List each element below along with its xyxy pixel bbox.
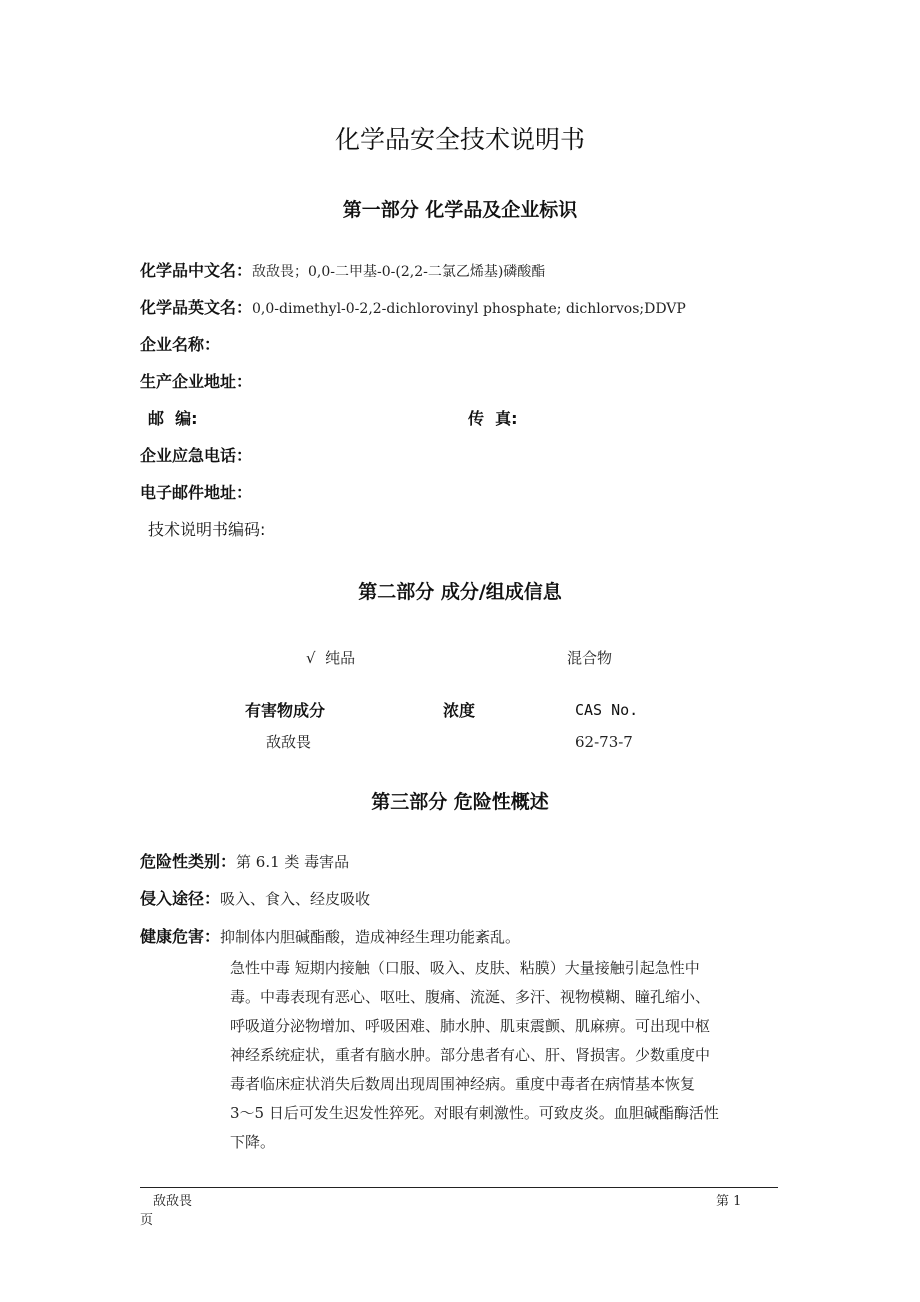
field-company-name — [140, 335, 220, 355]
field-value: 抑制体内胆碱酯酸，造成神经生理功能紊乱。 — [220, 928, 521, 946]
field-route — [140, 889, 370, 909]
table-header: CAS No. — [575, 701, 639, 719]
paragraph-line: 下降。 — [230, 1133, 276, 1151]
field-label: 生产企业地址： — [140, 372, 253, 391]
field-label: 化学品中文名： — [140, 261, 253, 280]
footer-divider — [140, 1187, 778, 1188]
paragraph-line: 神经系统症状，重者有脑水肿。部分患者有心、肝、肾损害。少数重度中 — [230, 1046, 711, 1064]
table-cell: 62-73-7 — [575, 733, 633, 751]
field-label: 邮 编: — [148, 409, 198, 428]
field-health — [140, 927, 520, 947]
field-label: 危险性类别： — [140, 852, 237, 871]
field-label: 电子邮件地址： — [140, 483, 253, 502]
paragraph-line: 毒。中毒表现有恶心、呕吐、腹痛、流涎、多汗、视物模糊、瞳孔缩小、 — [230, 988, 711, 1006]
table-cell: 敌敌畏 — [266, 733, 312, 751]
field-hazard-class — [140, 852, 349, 872]
table-header: 有害物成分 — [245, 701, 326, 720]
field-label: 传 真: — [468, 409, 518, 428]
part3-heading: 第三部分 危险性概述 — [371, 791, 549, 813]
option-pure — [306, 647, 355, 668]
field-value: 吸入、食入、经皮吸收 — [220, 890, 371, 908]
field-label: 技术说明书编码: — [148, 520, 266, 539]
field-label: 健康危害： — [140, 927, 221, 946]
footer-page-number: 第 1 — [716, 1194, 742, 1209]
option-label: 混合物 — [567, 649, 613, 667]
field-english-name — [140, 298, 686, 319]
field-company-address — [140, 372, 252, 392]
health-paragraph — [230, 954, 790, 1157]
field-label: 企业名称： — [140, 335, 221, 354]
field-label: 企业应急电话： — [140, 446, 253, 465]
part2-heading: 第二部分 成分/组成信息 — [358, 581, 562, 603]
option-mixture — [567, 647, 612, 668]
field-value: 0,0-dimethyl-0-2,2-dichlorovinyl phosphate; dichlorvos;DDVP — [252, 301, 686, 317]
field-chinese-name — [140, 261, 545, 282]
footer-page-suffix: 页 — [140, 1213, 154, 1228]
field-fax — [468, 409, 518, 429]
field-label: 化学品英文名： — [140, 298, 253, 317]
paragraph-line: 呼吸道分泌物增加、呼吸困难、肺水肿、肌束震颤、肌麻痹。可出现中枢 — [230, 1017, 711, 1035]
option-label: 纯品 — [325, 649, 356, 667]
field-emergency-phone — [140, 446, 252, 466]
footer-title: 敌敌畏 — [153, 1194, 193, 1209]
part1-heading: 第一部分 化学品及企业标识 — [342, 199, 578, 221]
document-title: 化学品安全技术说明书 — [334, 125, 585, 154]
paragraph-line: 急性中毒 短期内接触（口服、吸入、皮肤、粘膜）大量接触引起急性中 — [230, 959, 700, 977]
field-postcode — [148, 409, 198, 429]
field-value: 第 6.1 类 毒害品 — [236, 853, 350, 871]
check-mark-icon: √ — [306, 649, 316, 667]
field-doc-code — [148, 520, 265, 540]
field-label: 侵入途径： — [140, 889, 221, 908]
paragraph-line: 毒者临床症状消失后数周出现周围神经病。重度中毒者在病情基本恢复 — [230, 1075, 696, 1093]
field-value: 敌敌畏；0,0-二甲基-0-(2,2-二氯乙烯基)磷酸酯 — [252, 264, 546, 280]
table-header: 浓度 — [443, 701, 476, 720]
paragraph-line: 3～5 日后可发生迟发性猝死。对眼有刺激性。可致皮炎。血胆碱酯酶活性 — [230, 1104, 719, 1122]
field-email — [140, 483, 252, 503]
